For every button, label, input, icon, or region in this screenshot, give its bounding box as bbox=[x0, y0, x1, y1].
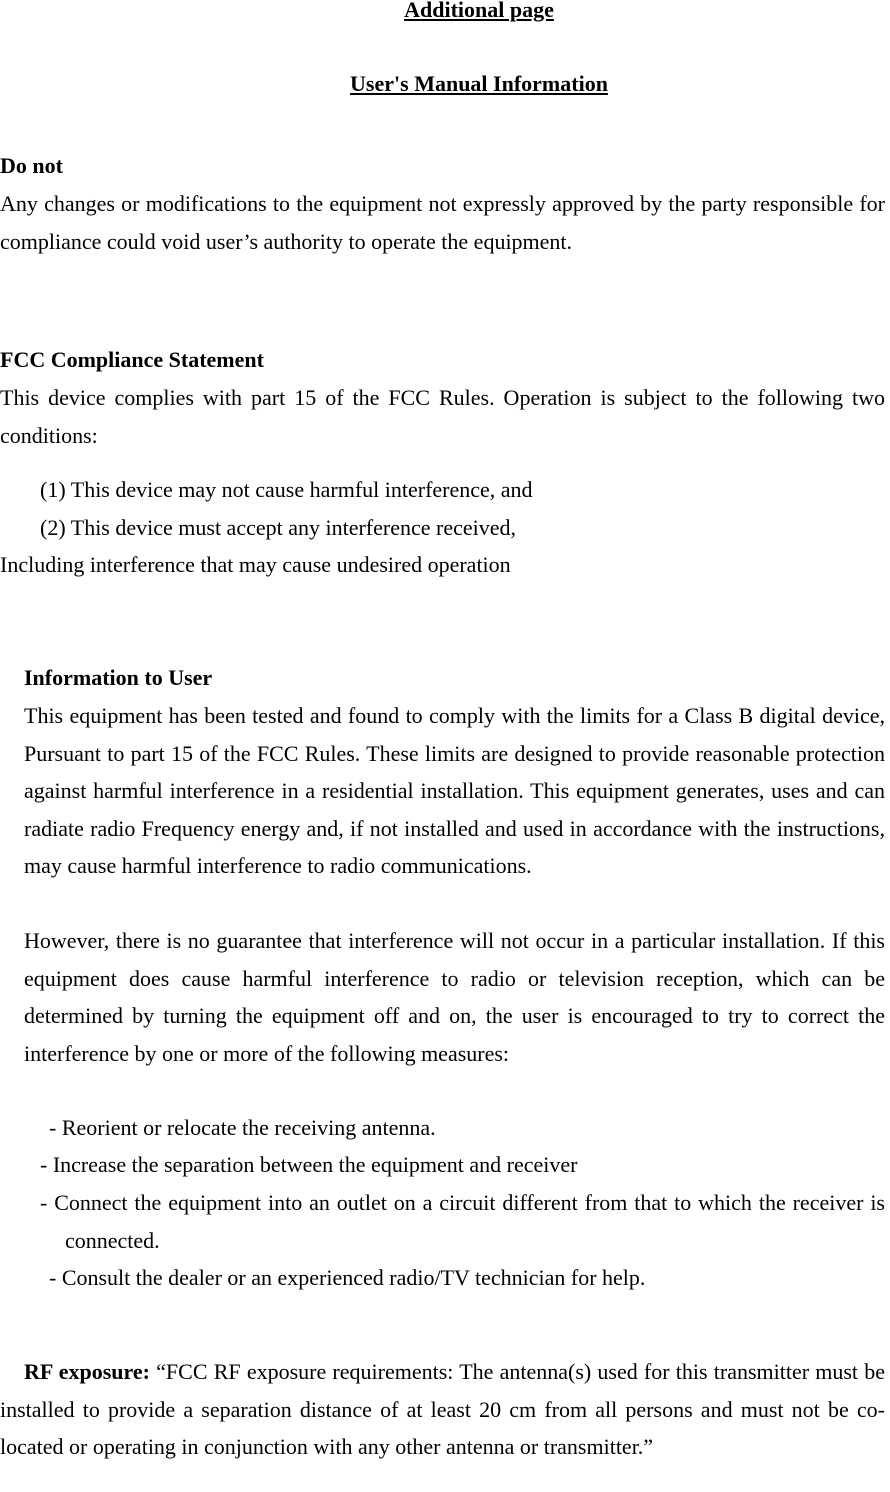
measure-connect-outlet: - Connect the equipment into an outlet on a circuit different from that to which the receiver is connected. bbox=[40, 1190, 885, 1253]
do-not-text: Any changes or modifications to the equipment not expressly approved by the party responsible for compliance could void user’s authority to operate the equipment. bbox=[0, 191, 885, 254]
information-to-user-heading: Information to User bbox=[24, 665, 213, 690]
measure-increase-separation: - Increase the separation between the equipment and receiver bbox=[40, 1152, 578, 1177]
conditions-trailing: Including interference that may cause undesired operation bbox=[0, 552, 511, 577]
fcc-compliance-text: This device complies with part 15 of the FCC Rules. Operation is subject to the following two conditions: bbox=[0, 385, 885, 448]
measure-consult-dealer: - Consult the dealer or an experienced radio/TV technician for help. bbox=[49, 1265, 646, 1290]
manual-title: User's Manual Information bbox=[350, 71, 608, 96]
do-not-heading: Do not bbox=[0, 153, 63, 178]
rf-exposure-label: RF exposure: bbox=[24, 1359, 150, 1384]
measure-reorient: - Reorient or relocate the receiving antenna. bbox=[49, 1115, 436, 1140]
information-paragraph-1: This equipment has been tested and found to comply with the limits for a Class B digital device, Pursuant to part 15 of the FCC Rules. These limits are designed to provide reasonable protection against harmful interference in a residential installation. This equipment generates, uses and can radiate radio Frequency energy and, if not installed and used in accordance with the instructions, may cause harmful interference to radio communications. bbox=[24, 703, 885, 878]
fcc-compliance-heading: FCC Compliance Statement bbox=[0, 347, 264, 372]
condition-1: (1) This device may not cause harmful interference, and bbox=[40, 477, 533, 502]
additional-page-title: Additional page bbox=[404, 0, 554, 22]
rf-exposure-paragraph bbox=[0, 1353, 885, 1466]
information-paragraph-2: However, there is no guarantee that interference will not occur in a particular installation. If this equipment does cause harmful interference to radio or television reception, which can be determined by turning the equipment off and on, the user is encouraged to try to correct the interference by one or more of the following measures: bbox=[24, 928, 885, 1066]
condition-2: (2) This device must accept any interference received, bbox=[40, 515, 517, 540]
rf-exposure-text: “FCC RF exposure requirements: The antenna(s) used for this transmitter must be installed to provide a separation distance of at least 20 cm from all persons and must not be co-located or operating in conjunction with any other antenna or transmitter.” bbox=[0, 1359, 886, 1459]
